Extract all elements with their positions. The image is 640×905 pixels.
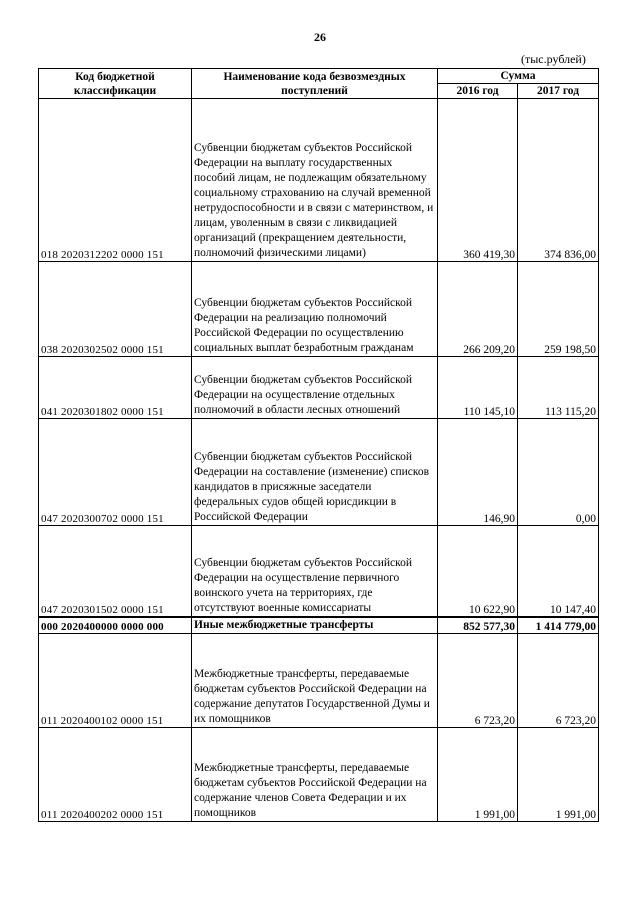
row-2016: 1 991,00 bbox=[438, 727, 518, 821]
row-2017: 10 147,40 bbox=[518, 526, 599, 617]
header-2017: 2017 год bbox=[518, 84, 599, 99]
row-name: Субвенции бюджетам субъектов Российской Федерации на выплату государственных пособий лицам, не подлежащим обязательному социальному страхованию на случай временной нетрудоспособности и в связи с материнством, и лицам, уволенным в связи с ликвидацией организаций (прекращением деятельности, полномочий физическими лицами) bbox=[192, 99, 438, 262]
units-label: (тыс.рублей) bbox=[521, 52, 586, 66]
table-row-total bbox=[39, 617, 599, 634]
table-row bbox=[39, 727, 599, 821]
row-name: Субвенции бюджетам субъектов Российской Федерации на составление (изменение) списков кандидатов в присяжные заседатели федеральных судов общей юрисдикции в Российской Федерации bbox=[192, 419, 438, 526]
row-name: Субвенции бюджетам субъектов Российской Федерации на реализацию полномочий Российской Федерации по осуществлению социальных выплат безработным гражданам bbox=[192, 262, 438, 357]
header-sum: Сумма bbox=[438, 69, 599, 84]
row-2016: 360 419,30 bbox=[438, 99, 518, 262]
budget-table bbox=[38, 68, 599, 822]
table-row bbox=[39, 526, 599, 617]
row-name: Межбюджетные трансферты, передаваемые бюджетам субъектов Российской Федерации на содержание депутатов Государственной Думы и их помощников bbox=[192, 633, 438, 727]
row-2016: 110 145,10 bbox=[438, 357, 518, 419]
row-code: 011 2020400102 0000 151 bbox=[39, 633, 192, 727]
row-2016: 266 209,20 bbox=[438, 262, 518, 357]
table-row bbox=[39, 262, 599, 357]
row-code: 000 2020400000 0000 000 bbox=[39, 617, 192, 634]
row-code: 047 2020301502 0000 151 bbox=[39, 526, 192, 617]
header-2016: 2016 год bbox=[438, 84, 518, 99]
row-code: 047 2020300702 0000 151 bbox=[39, 419, 192, 526]
table-row bbox=[39, 99, 599, 262]
row-code: 041 2020301802 0000 151 bbox=[39, 357, 192, 419]
row-2016: 6 723,20 bbox=[438, 633, 518, 727]
row-2017: 259 198,50 bbox=[518, 262, 599, 357]
row-2017: 113 115,20 bbox=[518, 357, 599, 419]
table-row bbox=[39, 419, 599, 526]
row-2016: 852 577,30 bbox=[438, 617, 518, 634]
header-name: Наименование кода безвозмездных поступлений bbox=[192, 69, 438, 99]
row-code: 018 2020312202 0000 151 bbox=[39, 99, 192, 262]
row-name: Субвенции бюджетам субъектов Российской Федерации на осуществление первичного воинского учета на территориях, где отсутствуют военные комиссариаты bbox=[192, 526, 438, 617]
table-row bbox=[39, 357, 599, 419]
row-2017: 6 723,20 bbox=[518, 633, 599, 727]
row-name: Межбюджетные трансферты, передаваемые бюджетам субъектов Российской Федерации на содержание членов Совета Федерации и их помощников bbox=[192, 727, 438, 821]
row-code: 038 2020302502 0000 151 bbox=[39, 262, 192, 357]
row-name: Субвенции бюджетам субъектов Российской Федерации на осуществление отдельных полномочий в области лесных отношений bbox=[192, 357, 438, 419]
row-name: Иные межбюджетные трансферты bbox=[192, 617, 438, 634]
header-code: Код бюджетной классификации bbox=[39, 69, 192, 99]
header-row bbox=[39, 69, 599, 84]
row-2016: 146,90 bbox=[438, 419, 518, 526]
row-2017: 1 414 779,00 bbox=[518, 617, 599, 634]
row-2017: 0,00 bbox=[518, 419, 599, 526]
row-code: 011 2020400202 0000 151 bbox=[39, 727, 192, 821]
table-row bbox=[39, 633, 599, 727]
row-2017: 1 991,00 bbox=[518, 727, 599, 821]
page-number: 26 bbox=[314, 30, 326, 44]
row-2017: 374 836,00 bbox=[518, 99, 599, 262]
row-2016: 10 622,90 bbox=[438, 526, 518, 617]
